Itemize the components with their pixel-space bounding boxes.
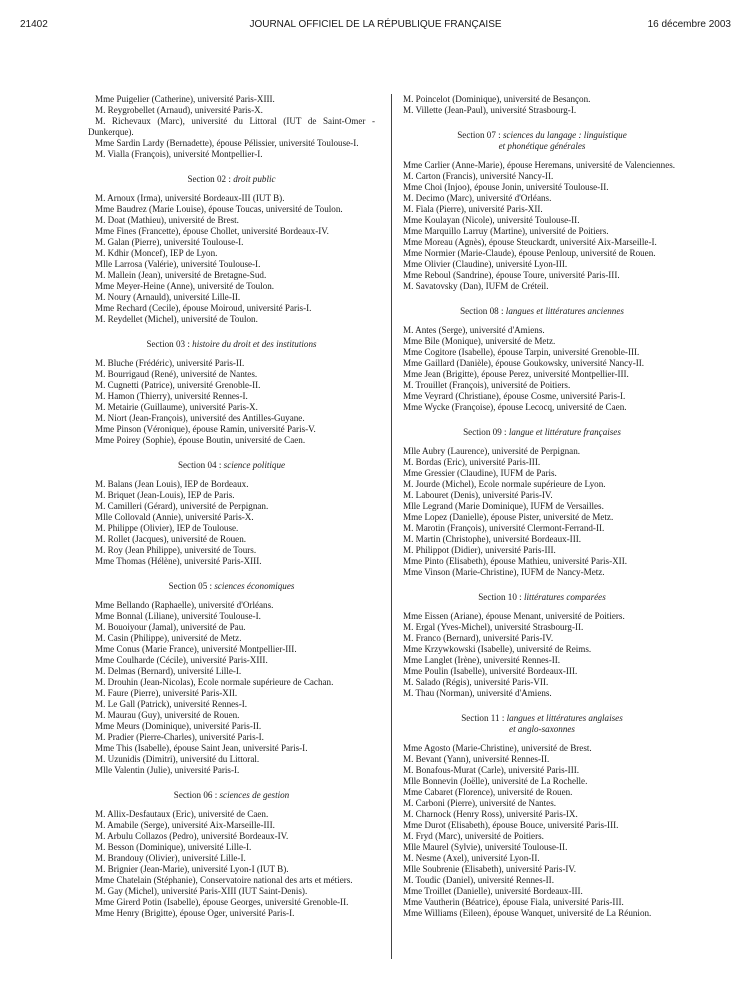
- section-heading: [396, 427, 688, 438]
- appointment-entry: Mme Puigelier (Catherine), université Paris-XIII.: [95, 94, 275, 104]
- appointment-entry: Mme Chatelain (Stéphanie), Conservatoire national des arts et métiers.: [95, 875, 353, 885]
- section-name: sciences économiques: [214, 581, 295, 591]
- appointment-entry: Mme Poirey (Sophie), épouse Boutin, université de Caen.: [95, 435, 306, 445]
- appointment-entry: M. Decimo (Marc), université d'Orléans.: [403, 193, 552, 203]
- section-heading: [396, 130, 688, 152]
- appointment-entry: M. Jourde (Michel), Ecole normale supérieure de Lyon.: [403, 479, 606, 489]
- appointment-entry: Mme Sardin Lardy (Bernadette), épouse Pélissier, université Toulouse-I.: [95, 138, 359, 148]
- appointment-entry: Mme Gaillard (Danièle), épouse Goukowsky, université Nancy-II.: [403, 358, 645, 368]
- appointment-entry: M. Savatovsky (Dan), IUFM de Créteil.: [403, 281, 549, 291]
- section-heading: [88, 174, 375, 185]
- section-name-continued: et phonétique générales: [498, 141, 586, 151]
- appointment-entry: M. Poincelot (Dominique), université de Besançon.: [403, 94, 591, 104]
- left-column: [88, 94, 375, 919]
- appointment-entry: M. Le Gall (Patrick), université Rennes-I.: [95, 699, 248, 709]
- section-name-continued: et anglo-saxonnes: [509, 724, 575, 734]
- appointment-entry: Mlle Collovald (Annie), université Paris-X.: [95, 512, 254, 522]
- appointment-entry: Mme Veyrard (Christiane), épouse Cosme, université Paris-I.: [403, 391, 626, 401]
- appointment-entry: M. Villette (Jean-Paul), université Strasbourg-I.: [403, 105, 577, 115]
- section-number: Section 08 :: [460, 306, 504, 316]
- appointment-entry: M. Bevant (Yann), université Rennes-II.: [403, 754, 550, 764]
- appointment-entry: M. Philippot (Didier), université Paris-III.: [403, 545, 556, 555]
- appointment-entry: M. Doat (Mathieu), université de Brest.: [95, 215, 239, 225]
- appointment-entry: M. Charnock (Henry Ross), université Paris-IX.: [403, 809, 578, 819]
- appointment-entry: M. Labouret (Denis), université Paris-IV.: [403, 490, 553, 500]
- appointment-entry: Mlle Aubry (Laurence), université de Perpignan.: [403, 446, 581, 456]
- appointment-entry: Mlle Valentin (Julie), université Paris-I.: [95, 765, 240, 775]
- appointment-entry: Mme Henry (Brigitte), épouse Oger, université Paris-I.: [95, 908, 295, 918]
- section-heading: [88, 581, 375, 592]
- appointment-entry: Mme Girerd Potin (Isabelle), épouse Georges, université Grenoble-II.: [95, 897, 349, 907]
- journal-title: JOURNAL OFFICIEL DE LA RÉPUBLIQUE FRANÇAISE: [249, 19, 502, 30]
- appointment-entry: M. Reydellet (Michel), université de Toulon.: [95, 314, 258, 324]
- appointment-entry: M. Allix-Desfautaux (Eric), université de Caen.: [95, 809, 269, 819]
- appointment-entry: M. Uzunidis (Dimitri), université du Littoral.: [95, 754, 260, 764]
- appointment-entry: Mme Poulin (Isabelle), université Bordeaux-III.: [403, 666, 578, 676]
- appointment-entry: Mlle Legrand (Marie Dominique), IUFM de Versailles.: [403, 501, 604, 511]
- appointment-entry: Mme Agosto (Marie-Christine), université de Brest.: [403, 743, 592, 753]
- appointment-entry: Mlle Soubrenie (Elisabeth), université Paris-IV.: [403, 864, 577, 874]
- appointment-entry: Mme Troillet (Danielle), université Bordeaux-III.: [403, 886, 583, 896]
- appointment-entry: M. Galan (Pierre), université Toulouse-I.: [95, 237, 244, 247]
- appointment-entry: Mlle Bonnevin (Joëlle), université de La Rochelle.: [403, 776, 588, 786]
- appointment-entry: M. Brignier (Jean-Marie), université Lyon-I (IUT B).: [95, 864, 289, 874]
- appointment-entry: M. Metairie (Guillaume), université Paris-X.: [95, 402, 258, 412]
- appointment-entry: M. Richevaux (Marc), université du Littoral (IUT de Saint-Omer - Dunkerque).: [88, 116, 375, 137]
- appointment-entry: Mme Langlet (Irène), université Rennes-II.: [403, 655, 561, 665]
- appointment-entry: M. Martin (Christophe), université Bordeaux-III.: [403, 534, 582, 544]
- appointment-entry: M. Marotin (François), université Clermont-Ferrand-II.: [403, 523, 605, 533]
- appointment-entry: Mme Fines (Francette), épouse Chollet, université Bordeaux-IV.: [95, 226, 329, 236]
- appointment-entry: M. Fryd (Marc), université de Poitiers.: [403, 831, 544, 841]
- appointment-entry: M. Franco (Bernard), université Paris-IV.: [403, 633, 554, 643]
- section-name: sciences du langage : linguistique: [502, 130, 627, 140]
- appointment-entry: Mme Lopez (Danielle), épouse Pister, université de Metz.: [403, 512, 614, 522]
- page-number: 21402: [20, 19, 48, 30]
- section-number: Section 09 :: [463, 427, 507, 437]
- appointment-entry: Mlle Maurel (Sylvie), université Toulouse-II.: [403, 842, 568, 852]
- appointment-entry: Mme Olivier (Claudine), université Lyon-III.: [403, 259, 568, 269]
- appointment-entry: M. Toudic (Daniel), université Rennes-II.: [403, 875, 554, 885]
- appointment-entry: M. Camilleri (Gérard), université de Perpignan.: [95, 501, 269, 511]
- appointment-entry: Mme Choi (Injoo), épouse Jonin, université Toulouse-II.: [403, 182, 609, 192]
- appointment-entry: Mme Bile (Monique), université de Metz.: [403, 336, 556, 346]
- appointment-entry: Mme Meyer-Heine (Anne), université de Toulon.: [95, 281, 275, 291]
- page-header: [20, 19, 731, 33]
- appointment-entry: M. Delmas (Bernard), université Lille-I.: [95, 666, 242, 676]
- appointment-entry: M. Arnoux (Irma), université Bordeaux-III (IUT B).: [95, 193, 285, 203]
- appointment-entry: Mme Reboul (Sandrine), épouse Toure, université Paris-III.: [403, 270, 620, 280]
- appointment-entry: Mme Gressier (Claudine), IUFM de Paris.: [403, 468, 557, 478]
- section-name: science politique: [223, 460, 286, 470]
- appointment-entry: M. Casin (Philippe), université de Metz.: [95, 633, 242, 643]
- publication-date: 16 décembre 2003: [647, 19, 731, 30]
- appointment-entry: Mme Vinson (Marie-Christine), IUFM de Nancy-Metz.: [403, 567, 605, 577]
- section-number: Section 06 :: [173, 790, 218, 800]
- appointment-entry: Mme Marquillo Larruy (Martine), université de Poitiers.: [403, 226, 609, 236]
- appointment-entry: M. Noury (Arnauld), université Lille-II.: [95, 292, 241, 302]
- appointment-entry: M. Drouhin (Jean-Nicolas), Ecole normale supérieure de Cachan.: [95, 677, 334, 687]
- section-heading: [88, 339, 375, 350]
- appointment-entry: Mme Bonnal (Liliane), université Toulouse-I.: [95, 611, 261, 621]
- appointment-entry: Mme Williams (Eileen), épouse Wanquet, université de La Réunion.: [403, 908, 652, 918]
- appointment-entry: M. Bouoiyour (Jamal), université de Pau.: [95, 622, 246, 632]
- section-heading: [396, 306, 688, 317]
- appointment-entry: M. Thau (Norman), université d'Amiens.: [403, 688, 552, 698]
- appointment-entry: M. Bordas (Eric), université Paris-III.: [403, 457, 541, 467]
- appointment-entry: M. Cugnetti (Patrice), université Grenoble-II.: [95, 380, 261, 390]
- appointment-entry: M. Balans (Jean Louis), IEP de Bordeaux.: [95, 479, 249, 489]
- right-column: [396, 94, 688, 919]
- appointment-entry: M. Carboni (Pierre), université de Nantes.: [403, 798, 557, 808]
- appointment-entry: M. Amabile (Serge), université Aix-Marseille-III.: [95, 820, 275, 830]
- appointment-entry: M. Pradier (Pierre-Charles), université Paris-I.: [95, 732, 264, 742]
- appointment-entry: Mme Normier (Marie-Claude), épouse Penloup, université de Rouen.: [403, 248, 656, 258]
- appointment-entry: Mme Jean (Brigitte), épouse Perez, université Montpellier-III.: [403, 369, 629, 379]
- appointment-entry: Mme Bellando (Raphaelle), université d'Orléans.: [95, 600, 274, 610]
- appointment-entry: M. Fiala (Pierre), université Paris-XII.: [403, 204, 543, 214]
- appointment-entry: Mme Pinson (Véronique), épouse Ramin, université Paris-V.: [95, 424, 316, 434]
- appointment-entry: Mme Carlier (Anne-Marie), épouse Heremans, université de Valenciennes.: [403, 160, 676, 170]
- appointment-entry: M. Antes (Serge), université d'Amiens.: [403, 325, 545, 335]
- appointment-entry: Mme Moreau (Agnès), épouse Steuckardt, université Aix-Marseille-I.: [403, 237, 657, 247]
- section-name: langue et littérature françaises: [508, 427, 621, 437]
- appointment-entry: M. Rollet (Jacques), université de Rouen.: [95, 534, 247, 544]
- appointment-entry: M. Carton (Francis), université Nancy-II.: [403, 171, 554, 181]
- appointment-entry: Mme Wycke (Françoise), épouse Lecocq, université de Caen.: [403, 402, 627, 412]
- appointment-entry: M. Reygrobellet (Arnaud), université Paris-X.: [95, 105, 263, 115]
- appointment-entry: M. Roy (Jean Philippe), université de Tours.: [95, 545, 257, 555]
- appointment-entry: M. Faure (Pierre), université Paris-XII.: [95, 688, 238, 698]
- appointment-entry: M. Niort (Jean-François), université des Antilles-Guyane.: [95, 413, 305, 423]
- section-number: Section 03 :: [146, 339, 190, 349]
- appointment-entry: M. Kdhir (Moncef), IEP de Lyon.: [95, 248, 218, 258]
- appointment-entry: M. Ergal (Yves-Michel), université Strasbourg-II.: [403, 622, 584, 632]
- appointment-entry: Mme Baudrez (Marie Louise), épouse Toucas, université de Toulon.: [95, 204, 343, 214]
- appointment-entry: M. Brandouy (Olivier), université Lille-I.: [95, 853, 246, 863]
- section-number: Section 05 :: [168, 581, 213, 591]
- appointment-entry: M. Gay (Michel), université Paris-XIII (IUT Saint-Denis).: [95, 886, 308, 896]
- appointment-entry: M. Arbulu Collazos (Pedro), université Bordeaux-IV.: [95, 831, 289, 841]
- section-number: Section 11 :: [461, 713, 505, 723]
- section-name: histoire du droit et des institutions: [192, 339, 317, 349]
- appointment-entry: Mme Rechard (Cecile), épouse Moiroud, université Paris-I.: [95, 303, 312, 313]
- section-name: sciences de gestion: [219, 790, 290, 800]
- section-name: littératures comparées: [523, 592, 606, 602]
- appointment-entry: Mme Koulayan (Nicole), université Toulouse-II.: [403, 215, 580, 225]
- section-heading: [88, 790, 375, 801]
- appointment-entry: Mme Meurs (Dominique), université Paris-II.: [95, 721, 262, 731]
- appointment-entry: Mme Thomas (Hélène), université Paris-XIII.: [95, 556, 262, 566]
- appointment-entry: Mme Pinto (Elisabeth), épouse Mathieu, université Paris-XII.: [403, 556, 628, 566]
- appointment-entry: M. Besson (Dominique), université Lille-I.: [95, 842, 252, 852]
- appointment-entry: M. Briquet (Jean-Louis), IEP de Paris.: [95, 490, 235, 500]
- appointment-entry: M. Hamon (Thierry), université Rennes-I.: [95, 391, 248, 401]
- section-number: Section 10 :: [478, 592, 522, 602]
- appointment-entry: M. Bonafous-Murat (Carle), université Paris-III.: [403, 765, 580, 775]
- appointment-entry: M. Bluche (Frédéric), université Paris-II.: [95, 358, 245, 368]
- section-name: droit public: [233, 174, 276, 184]
- appointment-entry: M. Maurau (Guy), université de Rouen.: [95, 710, 240, 720]
- section-heading: [396, 713, 688, 735]
- appointment-entry: M. Nesme (Axel), université Lyon-II.: [403, 853, 540, 863]
- appointment-entry: Mme This (Isabelle), épouse Saint Jean, université Paris-I.: [95, 743, 308, 753]
- section-name: langues et littératures anciennes: [505, 306, 624, 316]
- section-number: Section 02 :: [187, 174, 231, 184]
- appointment-entry: Mlle Larrosa (Valérie), université Toulouse-I.: [95, 259, 261, 269]
- appointment-entry: M. Philippe (Olivier), IEP de Toulouse.: [95, 523, 239, 533]
- appointment-entry: Mme Cabaret (Florence), université de Rouen.: [403, 787, 573, 797]
- appointment-entry: Mme Conus (Marie France), université Montpellier-III.: [95, 644, 297, 654]
- section-number: Section 04 :: [177, 460, 222, 470]
- appointment-entry: M. Salado (Régis), université Paris-VII.: [403, 677, 549, 687]
- appointment-entry: Mme Krzywkowski (Isabelle), université de Reims.: [403, 644, 592, 654]
- appointment-entry: M. Mallein (Jean), université de Bretagne-Sud.: [95, 270, 267, 280]
- appointment-entry: M. Vialla (François), université Montpellier-I.: [95, 149, 263, 159]
- section-heading: [88, 460, 375, 471]
- appointment-entry: M. Bourrigaud (René), université de Nantes.: [95, 369, 258, 379]
- section-name: langues et littératures anglaises: [506, 713, 623, 723]
- appointment-entry: M. Trouillet (François), université de Poitiers.: [403, 380, 571, 390]
- appointment-entry: Mme Durot (Elisabeth), épouse Bouce, université Paris-III.: [403, 820, 619, 830]
- appointment-entry: Mme Vautherin (Béatrice), épouse Fiala, université Paris-III.: [403, 897, 624, 907]
- column-divider: [391, 94, 392, 959]
- appointment-entry: Mme Eissen (Ariane), épouse Menant, université de Poitiers.: [403, 611, 625, 621]
- appointment-entry: Mme Cogitore (Isabelle), épouse Tarpin, université Grenoble-III.: [403, 347, 640, 357]
- section-number: Section 07 :: [457, 130, 501, 140]
- section-heading: [396, 592, 688, 603]
- appointment-entry: Mme Coulharde (Cécile), université Paris-XIII.: [95, 655, 268, 665]
